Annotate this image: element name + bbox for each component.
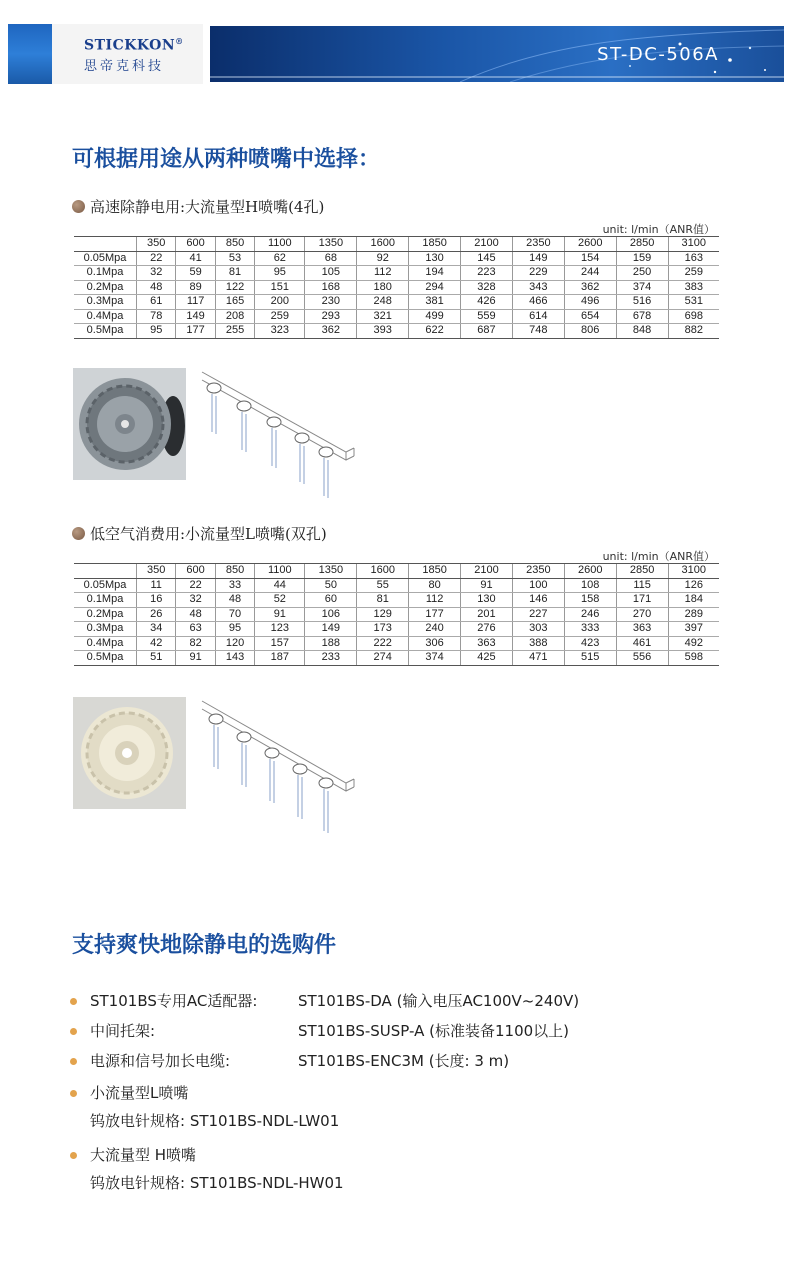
table-cell: 108	[564, 578, 616, 593]
table-cell: 130	[409, 251, 461, 266]
l-nozzle-photo	[73, 697, 186, 809]
column-header: 1100	[255, 237, 305, 252]
table-cell: 687	[461, 324, 513, 339]
row-label: 0.2Mpa	[74, 280, 137, 295]
table-cell: 259	[668, 266, 719, 281]
table-cell: 159	[616, 251, 668, 266]
column-header: 600	[176, 564, 215, 579]
table-cell: 53	[215, 251, 254, 266]
table-cell: 95	[255, 266, 305, 281]
option-value: ST101BS-ENC3M (长度: 3 m)	[298, 1052, 510, 1070]
table-header-row	[74, 237, 719, 252]
brand-name-cn: 思帝克科技	[84, 59, 165, 74]
table-cell: 294	[409, 280, 461, 295]
table-h-heading	[72, 196, 324, 217]
table-cell: 328	[461, 280, 513, 295]
table-row	[74, 607, 719, 622]
model-number: ST-DC-506A	[597, 44, 719, 65]
bullet-icon	[70, 1090, 77, 1097]
table-cell: 187	[255, 651, 305, 666]
table-cell: 227	[512, 607, 564, 622]
table-cell: 184	[668, 593, 719, 608]
bullet-icon	[70, 1028, 77, 1035]
option-label: 中间托架:	[90, 1022, 156, 1040]
table-cell: 289	[668, 607, 719, 622]
column-header: 2850	[616, 564, 668, 579]
table-cell: 33	[215, 578, 254, 593]
table-cell: 177	[176, 324, 215, 339]
table-row	[74, 295, 719, 310]
table-cell: 426	[461, 295, 513, 310]
table-cell: 112	[357, 266, 409, 281]
table-cell: 425	[461, 651, 513, 666]
table-cell: 654	[564, 309, 616, 324]
row-label: 0.4Mpa	[74, 636, 137, 651]
table-cell: 44	[255, 578, 305, 593]
table-cell: 42	[137, 636, 176, 651]
table-cell: 105	[305, 266, 357, 281]
table-cell: 129	[357, 607, 409, 622]
table-h-heading-text: 高速除静电用:大流量型H喷嘴(4孔)	[90, 198, 325, 216]
table-cell: 188	[305, 636, 357, 651]
table-cell: 698	[668, 309, 719, 324]
table-cell: 78	[137, 309, 176, 324]
table-cell: 250	[616, 266, 668, 281]
table-cell: 806	[564, 324, 616, 339]
registered-mark: ®	[175, 36, 184, 46]
table-cell: 89	[176, 280, 215, 295]
table-cell: 233	[305, 651, 357, 666]
table-h-unit: unit: l/min（ANR值）	[602, 223, 715, 236]
table-cell: 60	[305, 593, 357, 608]
column-header: 350	[137, 564, 176, 579]
table-cell: 55	[357, 578, 409, 593]
table-l-heading	[72, 523, 327, 544]
table-cell: 323	[255, 324, 305, 339]
table-cell: 423	[564, 636, 616, 651]
table-cell: 143	[215, 651, 254, 666]
table-cell: 91	[176, 651, 215, 666]
table-cell: 343	[512, 280, 564, 295]
table-cell: 374	[616, 280, 668, 295]
option-value: ST101BS-DA (输入电压AC100V~240V)	[298, 992, 580, 1010]
table-cell: 362	[564, 280, 616, 295]
table-cell: 11	[137, 578, 176, 593]
table-cell: 100	[512, 578, 564, 593]
table-cell: 303	[512, 622, 564, 637]
column-header: 2350	[512, 564, 564, 579]
table-cell: 374	[409, 651, 461, 666]
table-cell: 130	[461, 593, 513, 608]
table-cell: 91	[255, 607, 305, 622]
table-cell: 50	[305, 578, 357, 593]
column-header: 600	[176, 237, 215, 252]
table-corner-cell	[74, 237, 137, 252]
table-cell: 270	[616, 607, 668, 622]
table-cell: 32	[176, 593, 215, 608]
table-cell: 32	[137, 266, 176, 281]
column-header: 1100	[255, 564, 305, 579]
table-cell: 70	[215, 607, 254, 622]
bullet-icon	[70, 1058, 77, 1065]
column-header: 2600	[564, 237, 616, 252]
table-cell: 516	[616, 295, 668, 310]
table-cell: 92	[357, 251, 409, 266]
table-cell: 95	[137, 324, 176, 339]
column-header: 1350	[305, 237, 357, 252]
table-cell: 61	[137, 295, 176, 310]
table-row	[74, 651, 719, 666]
column-header: 2600	[564, 564, 616, 579]
brand-logo	[84, 36, 184, 54]
brand-name-en: STICKKON	[84, 37, 176, 54]
column-header: 1850	[409, 564, 461, 579]
row-label: 0.5Mpa	[74, 651, 137, 666]
table-cell: 194	[409, 266, 461, 281]
table-row	[74, 324, 719, 339]
column-header: 2100	[461, 564, 513, 579]
logo-card	[52, 24, 203, 84]
table-cell: 151	[255, 280, 305, 295]
column-header: 850	[215, 564, 254, 579]
table-l-heading-text: 低空气消费用:小流量型L喷嘴(双孔)	[90, 525, 327, 543]
table-row	[74, 266, 719, 281]
table-row	[74, 593, 719, 608]
table-row	[74, 251, 719, 266]
option-label: 大流量型 H喷嘴	[90, 1146, 197, 1164]
table-cell: 223	[461, 266, 513, 281]
table-cell: 259	[255, 309, 305, 324]
table-cell: 248	[357, 295, 409, 310]
column-header: 1600	[357, 564, 409, 579]
l-nozzle-bar-diagram	[196, 697, 356, 835]
table-cell: 362	[305, 324, 357, 339]
column-header: 3100	[668, 564, 719, 579]
row-label: 0.5Mpa	[74, 324, 137, 339]
table-cell: 117	[176, 295, 215, 310]
table-header-row	[74, 564, 719, 579]
row-label: 0.3Mpa	[74, 295, 137, 310]
table-cell: 123	[255, 622, 305, 637]
table-cell: 154	[564, 251, 616, 266]
table-cell: 461	[616, 636, 668, 651]
table-cell: 126	[668, 578, 719, 593]
table-row	[74, 622, 719, 637]
table-row	[74, 578, 719, 593]
table-cell: 16	[137, 593, 176, 608]
table-cell: 149	[512, 251, 564, 266]
table-cell: 149	[176, 309, 215, 324]
table-cell: 200	[255, 295, 305, 310]
table-cell: 208	[215, 309, 254, 324]
table-cell: 222	[357, 636, 409, 651]
table-cell: 255	[215, 324, 254, 339]
table-cell: 26	[137, 607, 176, 622]
table-cell: 229	[512, 266, 564, 281]
table-cell: 62	[255, 251, 305, 266]
table-cell: 748	[512, 324, 564, 339]
option-detail: 钨放电针规格: ST101BS-NDL-HW01	[90, 1174, 344, 1192]
table-cell: 91	[461, 578, 513, 593]
table-corner-cell	[74, 564, 137, 579]
table-cell: 321	[357, 309, 409, 324]
table-cell: 496	[564, 295, 616, 310]
table-cell: 122	[215, 280, 254, 295]
h-nozzle-bar-diagram	[196, 368, 356, 500]
column-header: 350	[137, 237, 176, 252]
table-cell: 48	[137, 280, 176, 295]
table-cell: 246	[564, 607, 616, 622]
table-cell: 383	[668, 280, 719, 295]
table-cell: 51	[137, 651, 176, 666]
row-label: 0.3Mpa	[74, 622, 137, 637]
table-cell: 168	[305, 280, 357, 295]
table-cell: 81	[215, 266, 254, 281]
table-cell: 149	[305, 622, 357, 637]
table-cell: 82	[176, 636, 215, 651]
table-cell: 106	[305, 607, 357, 622]
row-label: 0.1Mpa	[74, 593, 137, 608]
option-value: ST101BS-SUSP-A (标准装备1100以上)	[298, 1022, 570, 1040]
section-title-nozzle-choice: 可根据用途从两种喷嘴中选择：	[72, 147, 381, 172]
table-cell: 81	[357, 593, 409, 608]
table-cell: 333	[564, 622, 616, 637]
table-cell: 882	[668, 324, 719, 339]
table-cell: 393	[357, 324, 409, 339]
table-cell: 180	[357, 280, 409, 295]
table-cell: 59	[176, 266, 215, 281]
table-cell: 34	[137, 622, 176, 637]
table-cell: 274	[357, 651, 409, 666]
column-header: 1850	[409, 237, 461, 252]
h-nozzle-photo	[73, 368, 186, 480]
column-header: 2850	[616, 237, 668, 252]
table-cell: 531	[668, 295, 719, 310]
table-cell: 556	[616, 651, 668, 666]
option-label: 电源和信号加长电缆:	[90, 1052, 231, 1070]
option-detail: 钨放电针规格: ST101BS-NDL-LW01	[90, 1112, 340, 1130]
table-cell: 173	[357, 622, 409, 637]
table-cell: 293	[305, 309, 357, 324]
table-cell: 622	[409, 324, 461, 339]
table-cell: 397	[668, 622, 719, 637]
row-label: 0.05Mpa	[74, 251, 137, 266]
table-row	[74, 280, 719, 295]
table-cell: 240	[409, 622, 461, 637]
table-cell: 499	[409, 309, 461, 324]
table-cell: 177	[409, 607, 461, 622]
table-cell: 157	[255, 636, 305, 651]
table-cell: 22	[176, 578, 215, 593]
section-title-options: 支持爽快地除静电的选购件	[72, 933, 337, 958]
table-cell: 244	[564, 266, 616, 281]
table-cell: 112	[409, 593, 461, 608]
bullet-dot-icon	[72, 200, 85, 213]
table-cell: 471	[512, 651, 564, 666]
flow-table-l-nozzle	[74, 563, 719, 666]
column-header: 1600	[357, 237, 409, 252]
column-header: 3100	[668, 237, 719, 252]
table-cell: 22	[137, 251, 176, 266]
table-cell: 363	[461, 636, 513, 651]
row-label: 0.2Mpa	[74, 607, 137, 622]
table-cell: 120	[215, 636, 254, 651]
table-cell: 41	[176, 251, 215, 266]
table-cell: 492	[668, 636, 719, 651]
table-cell: 115	[616, 578, 668, 593]
bullet-dot-icon	[72, 527, 85, 540]
table-cell: 381	[409, 295, 461, 310]
table-cell: 848	[616, 324, 668, 339]
table-cell: 276	[461, 622, 513, 637]
table-row	[74, 636, 719, 651]
table-cell: 63	[176, 622, 215, 637]
table-l-unit: unit: l/min（ANR值）	[602, 550, 715, 563]
table-cell: 165	[215, 295, 254, 310]
table-cell: 48	[176, 607, 215, 622]
table-cell: 146	[512, 593, 564, 608]
row-label: 0.4Mpa	[74, 309, 137, 324]
table-cell: 68	[305, 251, 357, 266]
option-label: 小流量型L喷嘴	[90, 1084, 189, 1102]
table-cell: 466	[512, 295, 564, 310]
table-cell: 515	[564, 651, 616, 666]
bullet-icon	[70, 1152, 77, 1159]
row-label: 0.1Mpa	[74, 266, 137, 281]
table-cell: 163	[668, 251, 719, 266]
option-label: ST101BS专用AC适配器:	[90, 992, 258, 1010]
table-cell: 145	[461, 251, 513, 266]
table-cell: 48	[215, 593, 254, 608]
column-header: 1350	[305, 564, 357, 579]
flow-table-h-nozzle	[74, 236, 719, 339]
table-cell: 171	[616, 593, 668, 608]
column-header: 2350	[512, 237, 564, 252]
table-cell: 598	[668, 651, 719, 666]
table-cell: 306	[409, 636, 461, 651]
table-cell: 95	[215, 622, 254, 637]
table-cell: 230	[305, 295, 357, 310]
table-cell: 363	[616, 622, 668, 637]
table-cell: 80	[409, 578, 461, 593]
table-cell: 559	[461, 309, 513, 324]
column-header: 850	[215, 237, 254, 252]
table-cell: 614	[512, 309, 564, 324]
table-cell: 158	[564, 593, 616, 608]
bullet-icon	[70, 998, 77, 1005]
table-cell: 52	[255, 593, 305, 608]
column-header: 2100	[461, 237, 513, 252]
table-cell: 678	[616, 309, 668, 324]
table-cell: 388	[512, 636, 564, 651]
row-label: 0.05Mpa	[74, 578, 137, 593]
table-cell: 201	[461, 607, 513, 622]
table-row	[74, 309, 719, 324]
